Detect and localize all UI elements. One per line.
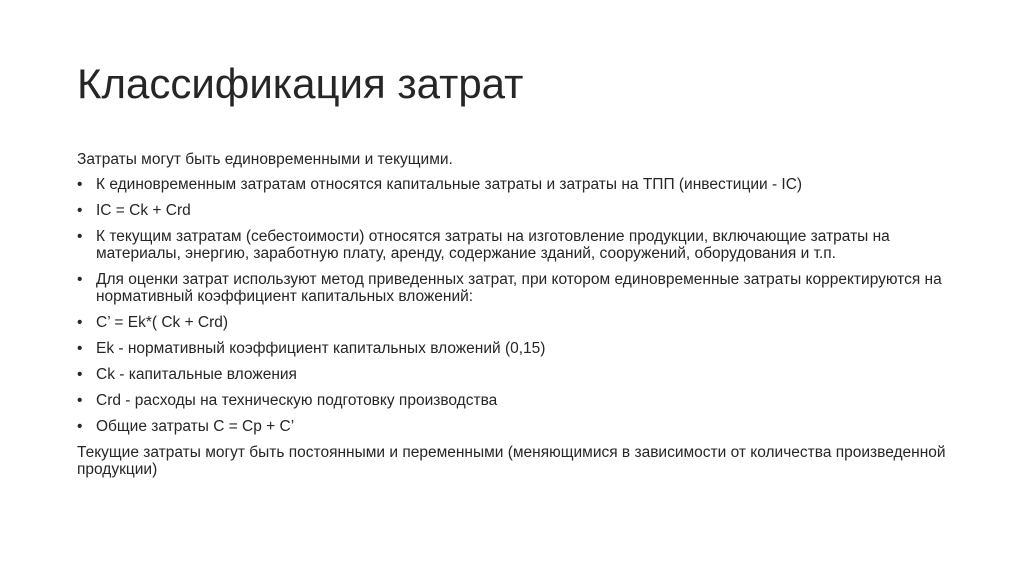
bullet-item	[77, 202, 947, 219]
bullet-item	[77, 340, 947, 357]
bullet-list	[77, 176, 947, 435]
bullet-text: Crd - расходы на техническую подготовку производства	[96, 392, 498, 409]
bullet-dot-icon: •	[77, 314, 83, 331]
bullet-text: Ek - нормативный коэффициент капитальных вложений (0,15)	[96, 340, 546, 357]
outro-paragraph: Текущие затраты могут быть постоянными и переменными (меняющимися в зависимости от количества произведенной продукции)	[77, 444, 946, 478]
bullet-dot-icon: •	[77, 202, 83, 219]
bullet-dot-icon: •	[77, 392, 83, 409]
bullet-item	[77, 366, 947, 383]
intro-paragraph: Затраты могут быть единовременными и текущими.	[77, 151, 453, 168]
bullet-dot-icon: •	[77, 340, 83, 357]
bullet-item	[77, 418, 947, 435]
bullet-text: Ck - капитальные вложения	[96, 366, 297, 383]
bullet-item	[77, 314, 947, 331]
bullet-item	[77, 271, 947, 305]
bullet-text: К текущим затратам (себестоимости) относятся затраты на изготовление продукции, включающие затраты на материалы, энергию, заработную плату, аренду, содержание зданий, сооружений, оборудования и т.п.	[96, 228, 890, 262]
bullet-text: C’ = Ek*( Ck + Crd)	[96, 314, 229, 331]
bullet-text: IC = Ck + Crd	[96, 202, 191, 219]
slide-title: Классификация затрат	[77, 60, 524, 107]
bullet-dot-icon: •	[77, 366, 83, 383]
bullet-item	[77, 228, 947, 262]
slide-content	[77, 151, 947, 478]
bullet-dot-icon: •	[77, 418, 83, 435]
bullet-dot-icon: •	[77, 228, 83, 245]
bullet-text: Общие затраты C = Cp + C’	[96, 418, 295, 435]
bullet-item	[77, 392, 947, 409]
bullet-item	[77, 176, 947, 193]
bullet-text: К единовременным затратам относятся капитальные затраты и затраты на ТПП (инвестиции - IC)	[96, 176, 803, 193]
bullet-dot-icon: •	[77, 176, 83, 193]
bullet-dot-icon: •	[77, 271, 83, 288]
bullet-text: Для оценки затрат используют метод приведенных затрат, при котором единовременные затраты корректируются на нормативный коэффициент капитальных вложений:	[96, 271, 942, 305]
